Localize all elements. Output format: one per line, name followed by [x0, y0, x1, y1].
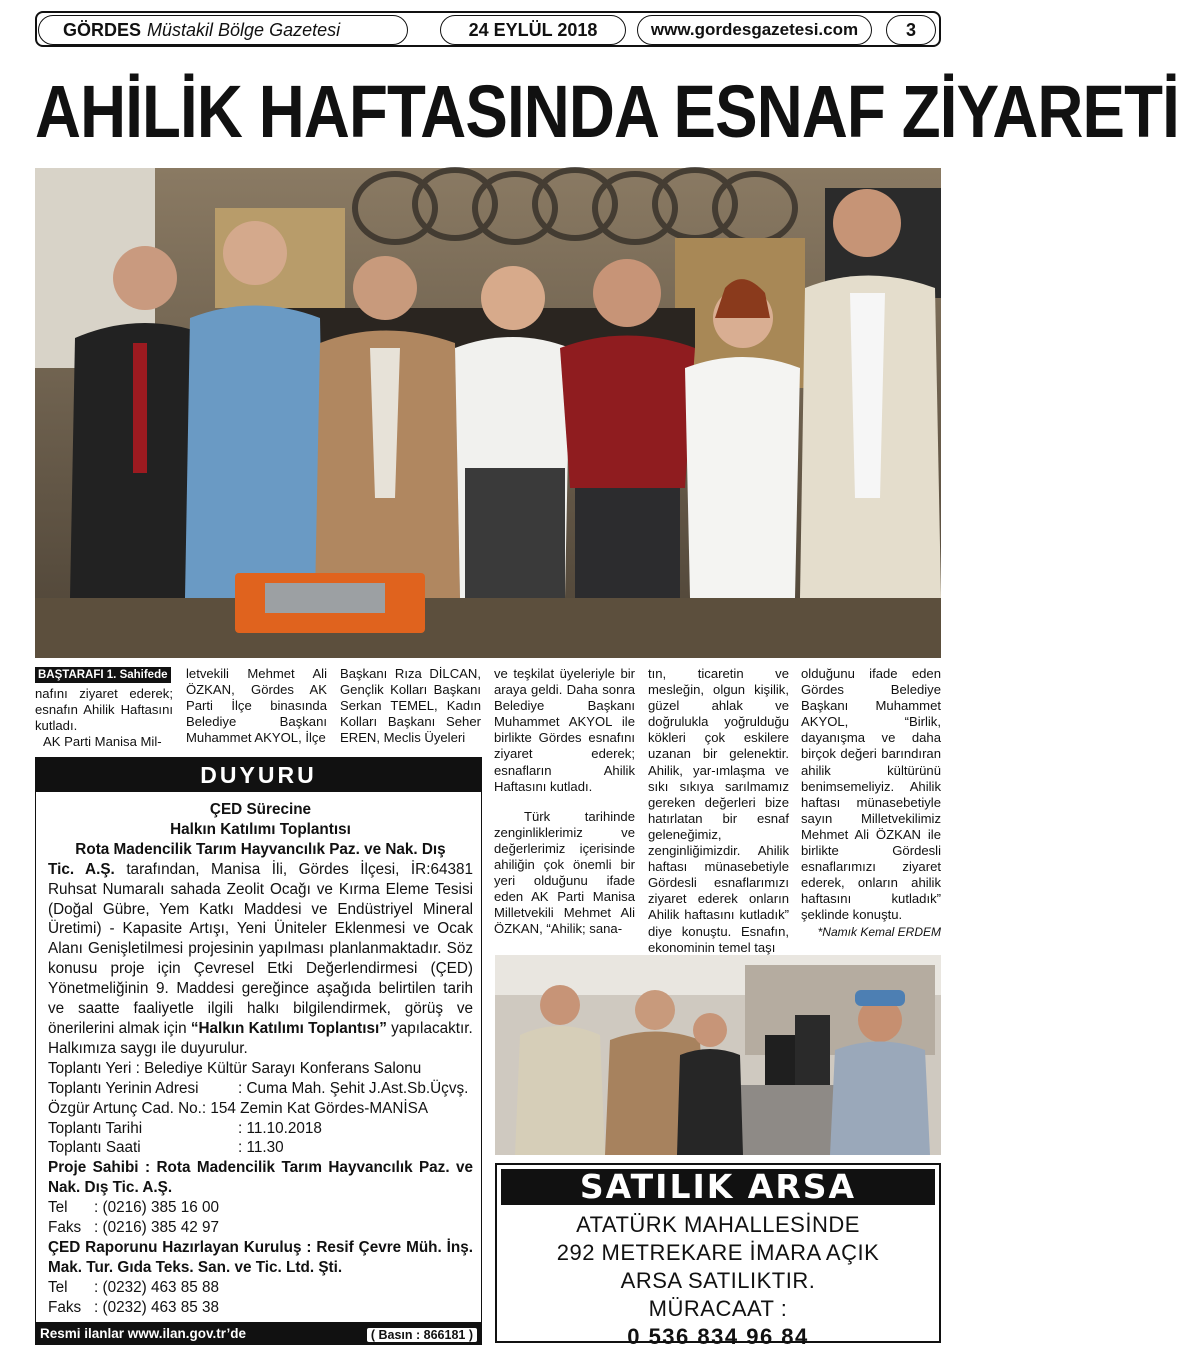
date-label: Toplantı Tarihi: [48, 1119, 143, 1137]
time-label: Toplantı Saati: [48, 1139, 141, 1157]
issue-date: 24 EYLÜL 2018: [440, 15, 626, 45]
main-photo: [35, 168, 941, 658]
address-line-2: Özgür Artunç Cad. No.: 154 Zemin Kat Gördes-MANİSA: [48, 1099, 429, 1117]
sale-line: MÜRACAAT :: [648, 1296, 788, 1321]
article-text: ve teşkilat üyeleriyle bir araya geldi. Daha sonra Belediye Başkanı Muhammet AKYOL ile birlikte Gördes esnafını ziyaret ederek; esnafların Ahilik Haftasını kutladı.: [494, 666, 635, 794]
press-number: ( Basın : 866181 ): [367, 1328, 477, 1342]
paper-name-italic: Müstakil Bölge Gazetesi: [147, 19, 341, 40]
address-label: Toplantı Yerinin Adresi: [48, 1079, 199, 1097]
article-column-3: [340, 666, 481, 746]
author-byline: *Namık Kemal ERDEM: [817, 924, 941, 939]
article-column-5: [648, 666, 789, 956]
website-link[interactable]: www.gordesgazetesi.com: [637, 15, 872, 45]
fax-label: Faks: [48, 1219, 82, 1237]
headline: AHİLİK HAFTASINDA ESNAF ZİYARETİ: [35, 70, 1179, 153]
address-value: : Cuma Mah. Şehit J.Ast.Sb.Üçvş.: [238, 1079, 469, 1097]
announcement-box: [35, 757, 482, 1345]
page-number: 3: [886, 15, 936, 45]
article-column-6: [801, 666, 941, 940]
secondary-photo: [495, 955, 941, 1155]
announcement-paragraph: [48, 860, 473, 1039]
paper-name: [38, 15, 408, 45]
land-sale-ad: [495, 1163, 941, 1349]
main-photo-illustration: [35, 168, 941, 658]
article-text: olduğunu ifade eden Gördes Belediye Başkanı Muhammet AKYOL, “Birlik, dayanışma ve daha birçok değeri barındıran ahilik kültürünü benimsemeliyiz. Ahilik haftası münasebetiyle sayın Milletvekilimiz Mehmet Ali ÖZKAN ile birlikte Gördesli esnaflarımızı ziyaret ederek, onların ahilik haftasını kutladık” şeklinde konuştu.: [801, 666, 941, 923]
meeting-address-row: [48, 1079, 473, 1099]
tel-value: : (0216) 385 16 00: [94, 1199, 220, 1217]
article-column-2: [186, 666, 327, 746]
report-preparer: ÇED Raporunu Hazırlayan Kuruluş : Resif Çevre Müh. İnş. Mak. Tur. Gıda Teks. San. ve Tic. Ltd. Şti.: [48, 1238, 473, 1276]
announcement-heading: ÇED Sürecine: [209, 801, 312, 818]
announcement-text-tail: yapılacaktır.: [391, 1019, 473, 1037]
sale-title: SATILIK ARSA: [501, 1169, 935, 1205]
announcement-text: tarafından, Manisa İli, Gördes İlçesi, İR:64381 Ruhsat Numaralı sahada Zeolit Ocağı ve Kırma Eleme Tesisi (Doğal Gübre, Yem Katkı Maddesi ve Endüstriyel Mineral Üretimi) - Kapasite Artışı, Yeni Üniteler Eklenmesi ve Ocak Alanı Genişletilmesi projesinin yapılması planlanmaktadır. Söz konusu proje için Çevresel Etki Değerlendirmesi (ÇED) Yönetmeliğinin 9. Maddesi gereğince aşağıda belirtilen tarih ve saatte faaliyetle ilgili halkı bilgilendirmek, görüş ve önerilerini almak için: [48, 860, 473, 1037]
paper-name-bold: GÖRDES: [63, 19, 142, 40]
sale-line: 292 METREKARE İMARA AÇIK: [556, 1240, 880, 1265]
announcement-footer: [36, 1322, 481, 1344]
tel-label: Tel: [48, 1278, 68, 1296]
owner-fax-row: [48, 1218, 473, 1238]
sale-line: ATATÜRK MAHALLESİNDE: [576, 1212, 860, 1237]
announcement-heading: Halkın Katılımı Toplantısı: [170, 820, 351, 838]
fax-value: : (0232) 463 85 38: [94, 1298, 220, 1316]
owner-tel-row: [48, 1198, 473, 1218]
time-value: : 11.30: [238, 1139, 284, 1157]
project-owner: Proje Sahibi : Rota Madencilik Tarım Hayvancılık Paz. ve Nak. Dış Tic. A.Ş.: [48, 1159, 473, 1197]
article-text: Başkanı Rıza DİLCAN, Gençlik Kolları Başkanı Serkan TEMEL, Kadın Kolları Başkanı Seher EREN, Meclis Üyeleri: [340, 666, 481, 746]
consultant-tel-row: [48, 1278, 473, 1298]
date-value: : 11.10.2018: [238, 1119, 322, 1137]
sale-line: ARSA SATILIKTIR.: [620, 1268, 816, 1293]
article-text: letvekili Mehmet Ali ÖZKAN, Gördes AK Parti İlçe binasında Belediye Başkanı Muhammet AKYOL, İlçe: [186, 666, 327, 746]
company-tail: Tic. A.Ş.: [48, 860, 115, 878]
announcement-heading: Rota Madencilik Tarım Hayvancılık Paz. ve Nak. Dış: [75, 840, 446, 858]
article-text: nafını ziyaret ederek; esnafın Ahilik Haftasını kutladı.: [35, 686, 173, 734]
article-text: AK Parti Manisa Mil-: [43, 734, 162, 750]
fax-label: Faks: [48, 1298, 82, 1316]
article-column-1: [35, 666, 173, 750]
official-ads-link[interactable]: Resmi ilanlar www.ilan.gov.tr’de: [40, 1325, 247, 1341]
article-column-4: [494, 666, 635, 938]
tel-value: : (0232) 463 85 88: [94, 1278, 220, 1296]
meeting-time-row: [48, 1138, 473, 1158]
article-text: Türk tarihinde zenginliklerimiz ve değerlerimiz içerisinde ahiliğin çok önemli bir yeri olduğunu ifade eden AK Parti Manisa Milletvekili Mehmet Ali ÖZKAN, “Ahilik; sana-: [494, 808, 635, 937]
sale-phone[interactable]: 0 536 834 96 84: [627, 1324, 809, 1349]
announcement-title: DUYURU: [36, 758, 481, 792]
announcement-respect: Halkımıza saygı ile duyurulur.: [48, 1039, 248, 1057]
article-text: tın, ticaretin ve mesleğin, olgun kişilik, güzel ahlak ve doğrulukla yoğrulduğu kökleri çok eskilere uzanan bir gelenektir. Ahilik, yar-ımlaşma ve sıkı sıkıya sarılmamız gereken değerleri bize hatırlatan bir esnaf geleneğimiz, zenginliğimizdir. Ahilik haftası münasebetiyle Gördesli esnaflarımızı ziyaret ederek onların Ahilik haftasını kutladık” diye konuştu. Esnafın, ekonominin temel taşı: [648, 666, 789, 955]
tel-label: Tel: [48, 1199, 68, 1217]
meeting-date-row: [48, 1119, 473, 1139]
meeting-venue: Toplantı Yeri : Belediye Kültür Sarayı Konferans Salonu: [48, 1059, 422, 1077]
consultant-fax-row: [48, 1298, 473, 1318]
meeting-name: “Halkın Katılımı Toplantısı”: [190, 1019, 387, 1037]
secondary-photo-illustration: [495, 955, 941, 1155]
fax-value: : (0216) 385 42 97: [94, 1219, 220, 1237]
continued-label: BAŞTARAFI 1. Sahifede: [35, 667, 171, 683]
announcement-body: [36, 792, 481, 1318]
